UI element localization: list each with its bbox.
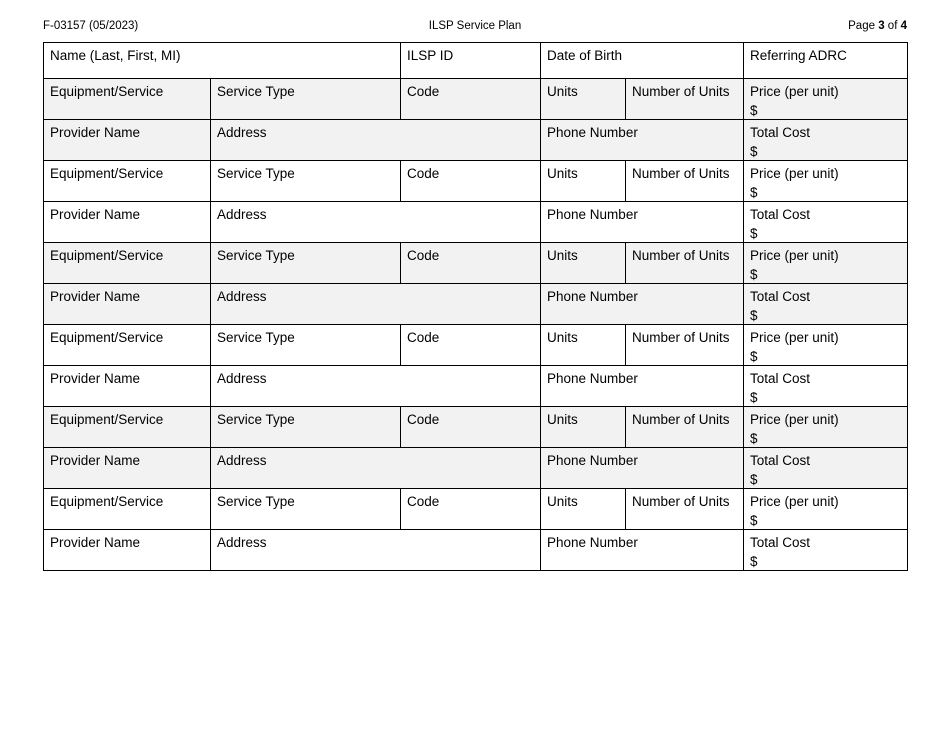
total-cost-field-label: Total Cost [750, 289, 811, 304]
phone-number-field[interactable] [541, 284, 744, 325]
number-of-units-field[interactable] [626, 325, 744, 366]
number-of-units-field-label: Number of Units [632, 166, 730, 181]
provider-name-field[interactable] [44, 202, 211, 243]
price-per-unit-field[interactable] [744, 325, 908, 366]
price-per-unit-field-currency: $ [750, 431, 758, 446]
total-cost-field[interactable] [744, 448, 908, 489]
address-field[interactable] [211, 448, 541, 489]
provider-name-field-label: Provider Name [50, 289, 141, 304]
price-per-unit-field[interactable] [744, 243, 908, 284]
client-identity-row [44, 43, 908, 79]
price-per-unit-field[interactable] [744, 161, 908, 202]
number-of-units-field[interactable] [626, 489, 744, 530]
phone-number-field[interactable] [541, 366, 744, 407]
units-field-label: Units [547, 166, 578, 181]
total-cost-field[interactable] [744, 530, 908, 571]
address-field[interactable] [211, 530, 541, 571]
service-type-field-label: Service Type [217, 494, 295, 509]
ilsp-service-plan-table [43, 42, 908, 571]
service-entry-row [44, 243, 908, 284]
price-per-unit-field-currency: $ [750, 513, 758, 528]
total-cost-field-currency: $ [750, 226, 758, 241]
provider-name-field-label: Provider Name [50, 207, 141, 222]
equipment-service-field[interactable] [44, 489, 211, 530]
provider-entry-row [44, 120, 908, 161]
number-of-units-field[interactable] [626, 243, 744, 284]
number-of-units-field[interactable] [626, 79, 744, 120]
phone-number-field[interactable] [541, 202, 744, 243]
phone-number-field-label: Phone Number [547, 453, 638, 468]
code-field-label: Code [407, 166, 440, 181]
price-per-unit-field-label: Price (per unit) [750, 248, 839, 263]
equipment-service-field-label: Equipment/Service [50, 248, 164, 263]
date-of-birth-field[interactable] [541, 43, 744, 79]
referring-adrc-field-label: Referring ADRC [750, 48, 847, 63]
address-field-label: Address [217, 207, 267, 222]
units-field[interactable] [541, 407, 626, 448]
code-field[interactable] [401, 407, 541, 448]
address-field-label: Address [217, 371, 267, 386]
provider-name-field[interactable] [44, 284, 211, 325]
units-field[interactable] [541, 489, 626, 530]
price-per-unit-field-label: Price (per unit) [750, 412, 839, 427]
number-of-units-field[interactable] [626, 407, 744, 448]
units-field-label: Units [547, 494, 578, 509]
service-type-field[interactable] [211, 79, 401, 120]
phone-number-field-label: Phone Number [547, 289, 638, 304]
total-cost-field-label: Total Cost [750, 535, 811, 550]
provider-name-field-label: Provider Name [50, 535, 141, 550]
code-field-label: Code [407, 412, 440, 427]
phone-number-field-label: Phone Number [547, 125, 638, 140]
total-cost-field-currency: $ [750, 308, 758, 323]
units-field[interactable] [541, 243, 626, 284]
address-field[interactable] [211, 120, 541, 161]
units-field-label: Units [547, 84, 578, 99]
equipment-service-field[interactable] [44, 407, 211, 448]
service-entry-row [44, 79, 908, 120]
provider-entry-row [44, 448, 908, 489]
code-field[interactable] [401, 161, 541, 202]
code-field[interactable] [401, 243, 541, 284]
equipment-service-field[interactable] [44, 325, 211, 366]
units-field-label: Units [547, 330, 578, 345]
code-field-label: Code [407, 494, 440, 509]
address-field-label: Address [217, 535, 267, 550]
page-of-label: of [884, 20, 901, 32]
name-field-label: Name (Last, First, MI) [50, 48, 181, 63]
service-type-field[interactable] [211, 325, 401, 366]
total-cost-field-label: Total Cost [750, 125, 811, 140]
phone-number-field[interactable] [541, 120, 744, 161]
service-type-field[interactable] [211, 407, 401, 448]
price-per-unit-field[interactable] [744, 79, 908, 120]
price-per-unit-field-currency: $ [750, 349, 758, 364]
price-per-unit-field-label: Price (per unit) [750, 84, 839, 99]
date-of-birth-field-label: Date of Birth [547, 48, 623, 63]
address-field[interactable] [211, 366, 541, 407]
price-per-unit-field[interactable] [744, 489, 908, 530]
code-field-label: Code [407, 330, 440, 345]
price-per-unit-field[interactable] [744, 407, 908, 448]
provider-name-field-label: Provider Name [50, 125, 141, 140]
code-field[interactable] [401, 79, 541, 120]
phone-number-field-label: Phone Number [547, 535, 638, 550]
service-entry-row [44, 325, 908, 366]
number-of-units-field-label: Number of Units [632, 84, 730, 99]
phone-number-field-label: Phone Number [547, 371, 638, 386]
total-cost-field-currency: $ [750, 472, 758, 487]
number-of-units-field-label: Number of Units [632, 494, 730, 509]
total-cost-field[interactable] [744, 284, 908, 325]
equipment-service-field-label: Equipment/Service [50, 166, 164, 181]
total-cost-field-currency: $ [750, 144, 758, 159]
code-field[interactable] [401, 325, 541, 366]
service-type-field-label: Service Type [217, 330, 295, 345]
code-field-label: Code [407, 84, 440, 99]
price-per-unit-field-label: Price (per unit) [750, 166, 839, 181]
provider-entry-row [44, 202, 908, 243]
total-cost-field-label: Total Cost [750, 371, 811, 386]
number-of-units-field-label: Number of Units [632, 330, 730, 345]
form-number: F-03157 (05/2023) [43, 20, 139, 32]
equipment-service-field-label: Equipment/Service [50, 412, 164, 427]
equipment-service-field-label: Equipment/Service [50, 330, 164, 345]
address-field-label: Address [217, 125, 267, 140]
document-title: ILSP Service Plan [428, 20, 522, 32]
units-field-label: Units [547, 248, 578, 263]
units-field-label: Units [547, 412, 578, 427]
price-per-unit-field-label: Price (per unit) [750, 330, 839, 345]
equipment-service-field-label: Equipment/Service [50, 494, 164, 509]
price-per-unit-field-currency: $ [750, 185, 758, 200]
total-cost-field-label: Total Cost [750, 207, 811, 222]
service-type-field-label: Service Type [217, 412, 295, 427]
equipment-service-field[interactable] [44, 243, 211, 284]
ilsp-id-field-label: ILSP ID [407, 48, 454, 63]
phone-number-field[interactable] [541, 448, 744, 489]
service-type-field[interactable] [211, 489, 401, 530]
provider-name-field-label: Provider Name [50, 453, 141, 468]
price-per-unit-field-label: Price (per unit) [750, 494, 839, 509]
page-current-number: 3 [878, 20, 885, 32]
provider-entry-row [44, 366, 908, 407]
total-cost-field-label: Total Cost [750, 453, 811, 468]
page-prefix-label: Page [848, 20, 879, 32]
code-field[interactable] [401, 489, 541, 530]
units-field[interactable] [541, 161, 626, 202]
provider-name-field[interactable] [44, 530, 211, 571]
equipment-service-field[interactable] [44, 161, 211, 202]
number-of-units-field[interactable] [626, 161, 744, 202]
number-of-units-field-label: Number of Units [632, 412, 730, 427]
service-type-field-label: Service Type [217, 166, 295, 181]
price-per-unit-field-currency: $ [750, 267, 758, 282]
equipment-service-field-label: Equipment/Service [50, 84, 164, 99]
service-type-field-label: Service Type [217, 84, 295, 99]
total-cost-field-currency: $ [750, 390, 758, 405]
service-type-field-label: Service Type [217, 248, 295, 263]
phone-number-field[interactable] [541, 530, 744, 571]
name-field[interactable] [44, 43, 401, 79]
service-entry-row [44, 161, 908, 202]
provider-name-field[interactable] [44, 120, 211, 161]
service-entry-row [44, 489, 908, 530]
page-indicator [848, 18, 907, 34]
price-per-unit-field-currency: $ [750, 103, 758, 118]
service-type-field[interactable] [211, 243, 401, 284]
number-of-units-field-label: Number of Units [632, 248, 730, 263]
total-cost-field-currency: $ [750, 554, 758, 569]
provider-entry-row [44, 530, 908, 571]
service-type-field[interactable] [211, 161, 401, 202]
address-field-label: Address [217, 289, 267, 304]
address-field-label: Address [217, 453, 267, 468]
address-field[interactable] [211, 202, 541, 243]
address-field[interactable] [211, 284, 541, 325]
units-field[interactable] [541, 325, 626, 366]
provider-entry-row [44, 284, 908, 325]
units-field[interactable] [541, 79, 626, 120]
total-cost-field[interactable] [744, 366, 908, 407]
phone-number-field-label: Phone Number [547, 207, 638, 222]
page-total-number: 4 [900, 20, 907, 32]
provider-name-field-label: Provider Name [50, 371, 141, 386]
total-cost-field[interactable] [744, 120, 908, 161]
referring-adrc-field[interactable] [744, 43, 908, 79]
service-entry-row [44, 407, 908, 448]
code-field-label: Code [407, 248, 440, 263]
provider-name-field[interactable] [44, 366, 211, 407]
equipment-service-field[interactable] [44, 79, 211, 120]
total-cost-field[interactable] [744, 202, 908, 243]
ilsp-id-field[interactable] [401, 43, 541, 79]
provider-name-field[interactable] [44, 448, 211, 489]
page-header [43, 18, 907, 34]
